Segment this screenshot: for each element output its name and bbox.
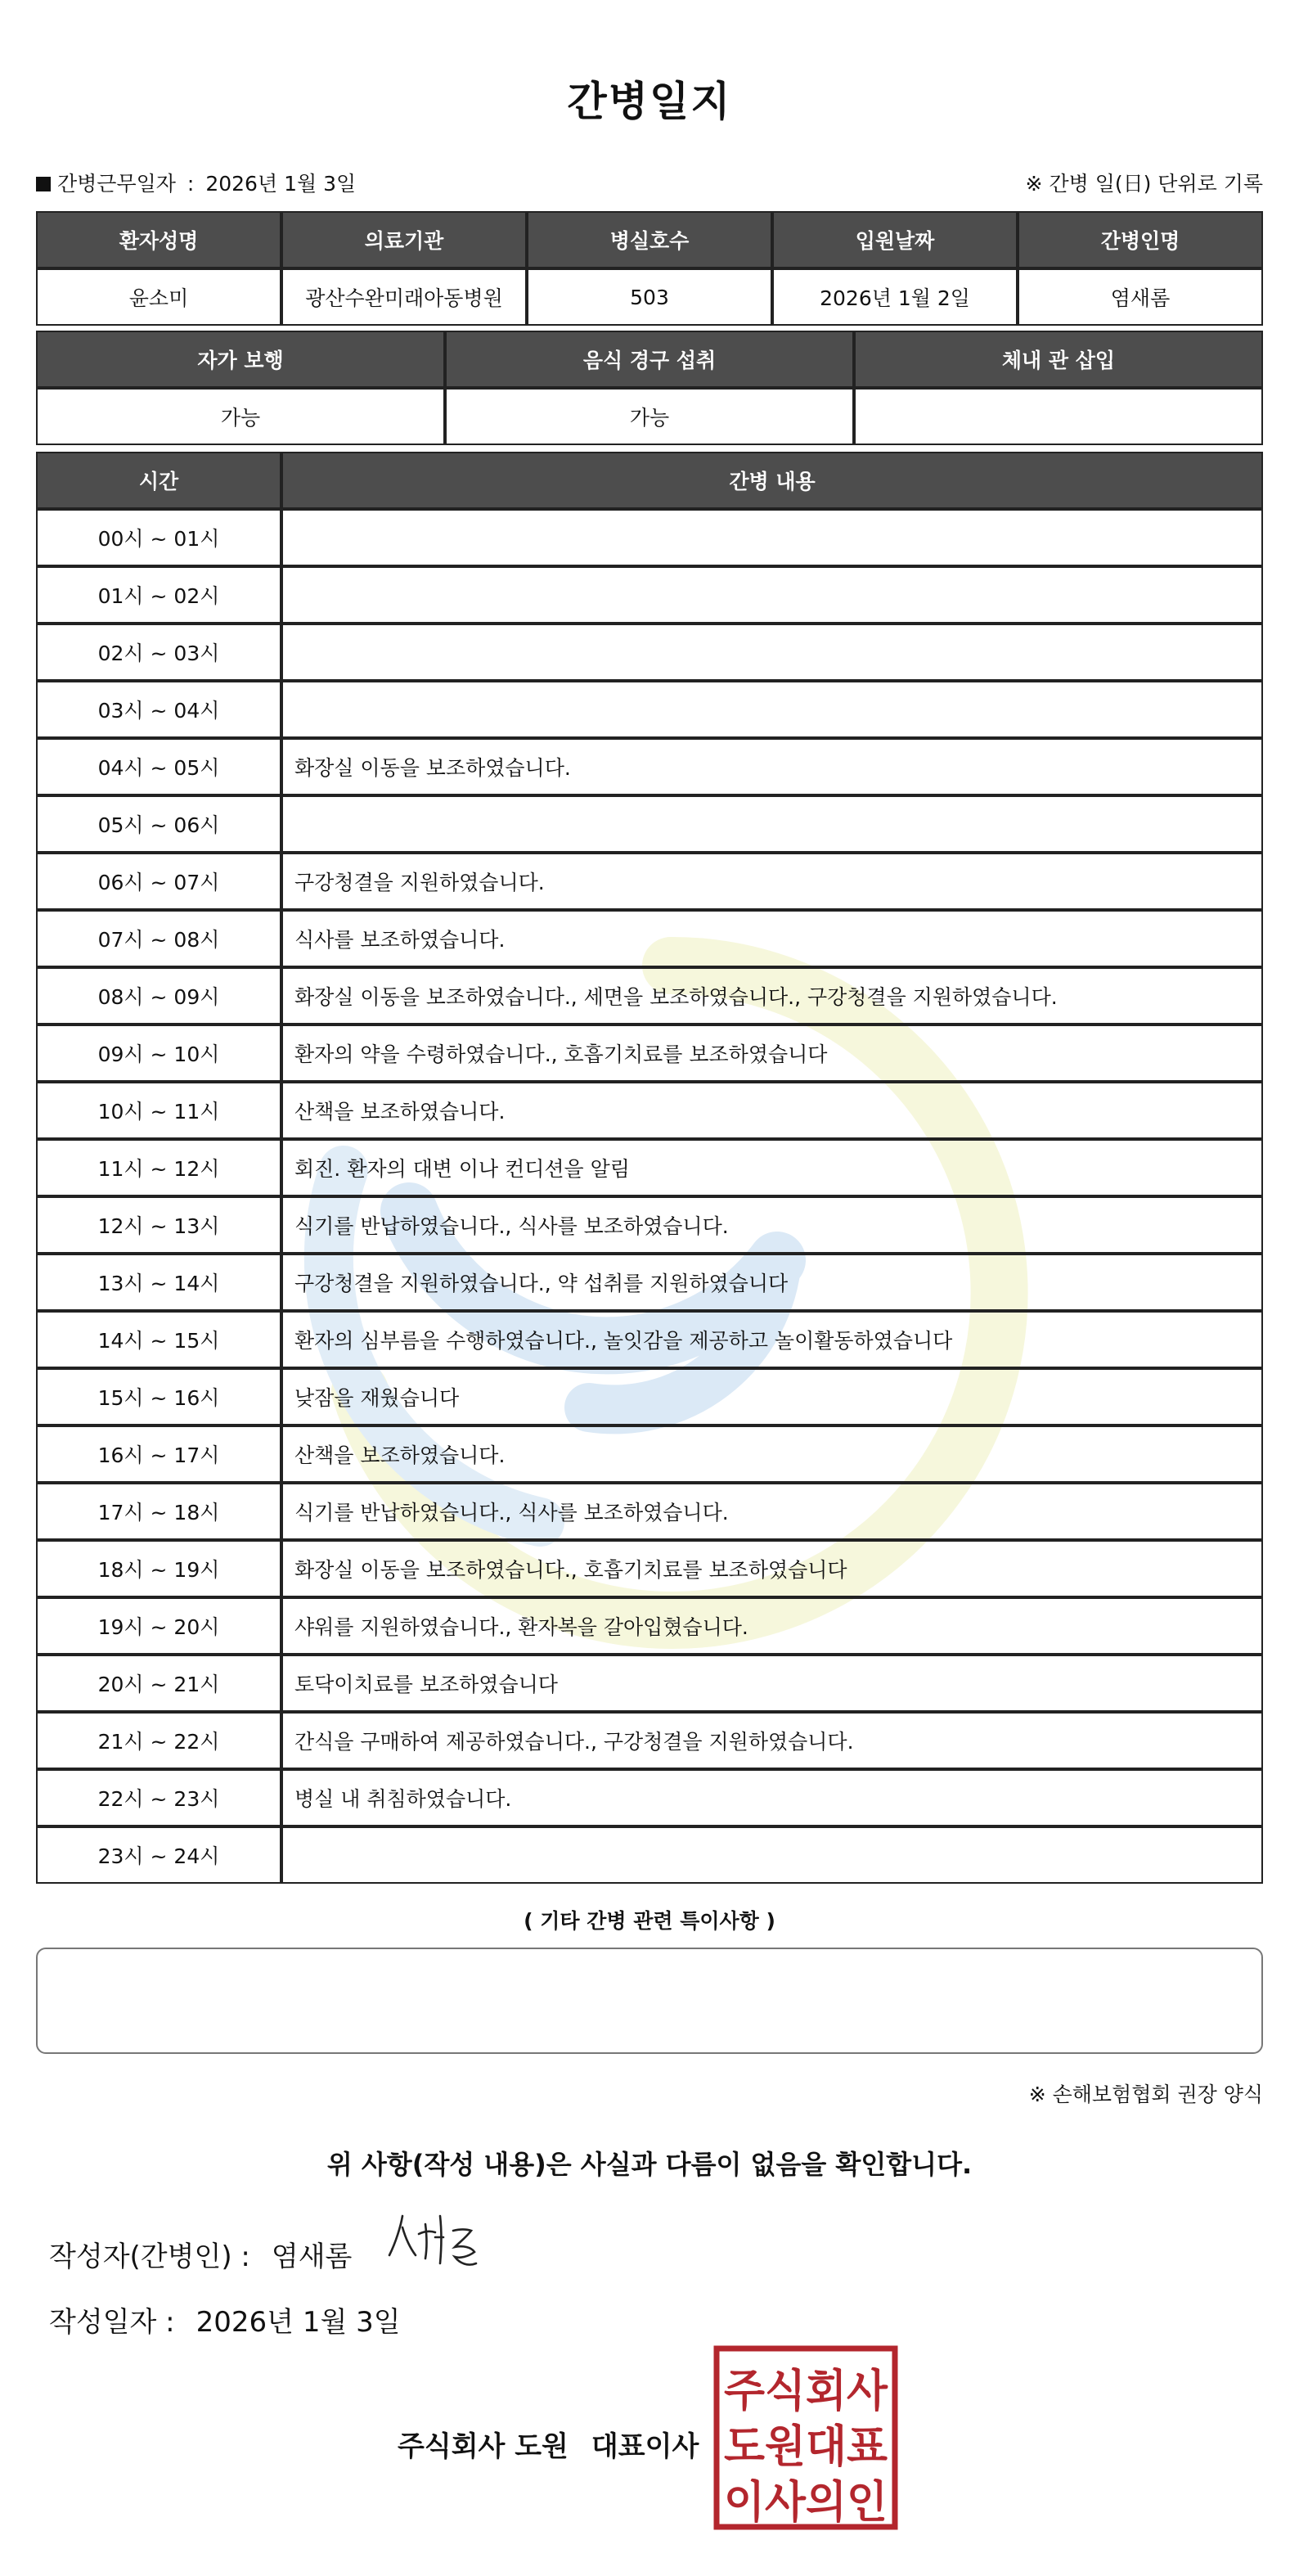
log-time-cell: 20시 ~ 21시 xyxy=(36,1655,281,1712)
admission-date: 2026년 1월 2일 xyxy=(772,268,1018,326)
log-time-cell: 21시 ~ 22시 xyxy=(36,1712,281,1769)
log-content-cell: 산책을 보조하였습니다. xyxy=(281,1425,1263,1483)
log-content-cell: 식기를 반납하였습니다., 식사를 보조하였습니다. xyxy=(281,1196,1263,1254)
log-time-cell: 01시 ~ 02시 xyxy=(36,566,281,624)
log-content-cell: 화장실 이동을 보조하였습니다., 호흡기치료를 보조하였습니다 xyxy=(281,1540,1263,1597)
log-content-cell xyxy=(281,795,1263,853)
log-time-cell: 06시 ~ 07시 xyxy=(36,853,281,910)
log-content-cell: 화장실 이동을 보조하였습니다., 세면을 보조하였습니다., 구강청결을 지원하였습니다. xyxy=(281,967,1263,1025)
header-caregiver-name: 간병인명 xyxy=(1018,211,1263,268)
header-room: 병실호수 xyxy=(527,211,772,268)
record-unit-note: ※ 간병 일(日) 단위로 기록 xyxy=(1025,172,1263,196)
header-time: 시간 xyxy=(36,452,281,509)
self-walking-value: 가능 xyxy=(36,388,445,445)
square-bullet-icon xyxy=(36,177,51,191)
company-role: 대표이사 xyxy=(591,2430,699,2463)
company-seal-stamp xyxy=(713,2345,898,2530)
work-date xyxy=(36,168,356,197)
log-content-cell: 환자의 약을 수령하였습니다., 호흡기치료를 보조하였습니다 xyxy=(281,1025,1263,1082)
log-time-cell: 16시 ~ 17시 xyxy=(36,1425,281,1483)
company-name: 주식회사 도원 xyxy=(398,2430,569,2463)
log-content-cell xyxy=(281,1826,1263,1884)
log-time-cell: 05시 ~ 06시 xyxy=(36,795,281,853)
log-content-cell: 구강청결을 지원하였습니다., 약 섭취를 지원하였습니다 xyxy=(281,1254,1263,1311)
patient-info-table xyxy=(36,211,1263,326)
log-content-cell: 식기를 반납하였습니다., 식사를 보조하였습니다. xyxy=(281,1483,1263,1540)
header-patient-name: 환자성명 xyxy=(36,211,281,268)
log-time-cell: 18시 ~ 19시 xyxy=(36,1540,281,1597)
work-date-value: 2026년 1월 3일 xyxy=(205,172,357,196)
log-time-cell: 14시 ~ 15시 xyxy=(36,1311,281,1368)
writer-line xyxy=(49,2234,352,2274)
log-time-cell: 11시 ~ 12시 xyxy=(36,1139,281,1196)
written-date-line xyxy=(49,2299,401,2340)
special-notes-title: ( 기타 간병 관련 특이사항 ) xyxy=(524,1909,775,1933)
log-time-cell: 02시 ~ 03시 xyxy=(36,624,281,681)
work-date-label: 간병근무일자 xyxy=(57,172,176,196)
svg-text:이사의인: 이사의인 xyxy=(724,2476,888,2528)
log-time-cell: 13시 ~ 14시 xyxy=(36,1254,281,1311)
log-time-cell: 04시 ~ 05시 xyxy=(36,738,281,795)
log-time-cell: 09시 ~ 10시 xyxy=(36,1025,281,1082)
caregiver-name: 염새롬 xyxy=(1018,268,1263,326)
room-number: 503 xyxy=(527,268,772,326)
hospital-name: 광산수완미래아동병원 xyxy=(281,268,527,326)
log-time-cell: 12시 ~ 13시 xyxy=(36,1196,281,1254)
log-time-cell: 03시 ~ 04시 xyxy=(36,681,281,738)
log-time-cell: 15시 ~ 16시 xyxy=(36,1368,281,1425)
log-time-cell: 17시 ~ 18시 xyxy=(36,1483,281,1540)
tube-insertion-value xyxy=(854,388,1263,445)
log-content-cell: 산책을 보조하였습니다. xyxy=(281,1082,1263,1139)
patient-status-table xyxy=(36,331,1263,445)
form-source-note: ※ 손해보험협회 권장 양식 xyxy=(1028,2083,1263,2106)
log-content-cell xyxy=(281,624,1263,681)
writer-label: 작성자(간병인) : xyxy=(49,2240,250,2273)
log-content-cell: 간식을 구매하여 제공하였습니다., 구강청결을 지원하였습니다. xyxy=(281,1712,1263,1769)
patient-name: 윤소미 xyxy=(36,268,281,326)
log-content-cell: 샤워를 지원하였습니다., 환자복을 갈아입혔습니다. xyxy=(281,1597,1263,1655)
log-time-cell: 00시 ~ 01시 xyxy=(36,509,281,566)
company-signoff xyxy=(398,2424,699,2464)
svg-text:주식회사: 주식회사 xyxy=(724,2365,888,2416)
log-content-cell: 토닥이치료를 보조하였습니다 xyxy=(281,1655,1263,1712)
header-admission-date: 입원날짜 xyxy=(772,211,1018,268)
hourly-care-log-table xyxy=(36,452,1263,1884)
log-content-cell: 화장실 이동을 보조하였습니다. xyxy=(281,738,1263,795)
log-time-cell: 23시 ~ 24시 xyxy=(36,1826,281,1884)
page-title: 간병일지 xyxy=(567,78,732,125)
written-date-value: 2026년 1월 3일 xyxy=(196,2306,401,2339)
log-content-cell: 병실 내 취침하였습니다. xyxy=(281,1769,1263,1826)
handwritten-signature xyxy=(378,2209,492,2283)
log-content-cell: 환자의 심부름을 수행하였습니다., 놀잇감을 제공하고 놀이활동하였습니다 xyxy=(281,1311,1263,1368)
log-content-cell xyxy=(281,566,1263,624)
writer-name: 염새롬 xyxy=(271,2240,353,2273)
svg-text:도원대표: 도원대표 xyxy=(724,2421,888,2472)
work-date-colon: : xyxy=(187,172,195,196)
oral-intake-value: 가능 xyxy=(445,388,854,445)
log-content-cell: 회진. 환자의 대변 이나 컨디션을 알림 xyxy=(281,1139,1263,1196)
header-self-walking: 자가 보행 xyxy=(36,331,445,388)
log-content-cell: 낮잠을 재웠습니다 xyxy=(281,1368,1263,1425)
header-care-content: 간병 내용 xyxy=(281,452,1263,509)
log-time-cell: 10시 ~ 11시 xyxy=(36,1082,281,1139)
log-content-cell: 식사를 보조하였습니다. xyxy=(281,910,1263,967)
log-content-cell: 구강청결을 지원하였습니다. xyxy=(281,853,1263,910)
written-date-label: 작성일자 : xyxy=(49,2306,175,2339)
special-notes-box xyxy=(36,1948,1263,2054)
header-hospital: 의료기관 xyxy=(281,211,527,268)
log-content-cell xyxy=(281,509,1263,566)
confirmation-statement: 위 사항(작성 내용)은 사실과 다름이 없음을 확인합니다. xyxy=(326,2149,973,2180)
log-time-cell: 08시 ~ 09시 xyxy=(36,967,281,1025)
header-oral-intake: 음식 경구 섭취 xyxy=(445,331,854,388)
log-time-cell: 19시 ~ 20시 xyxy=(36,1597,281,1655)
log-time-cell: 22시 ~ 23시 xyxy=(36,1769,281,1826)
log-content-cell xyxy=(281,681,1263,738)
log-time-cell: 07시 ~ 08시 xyxy=(36,910,281,967)
header-tube-insertion: 체내 관 삽입 xyxy=(854,331,1263,388)
